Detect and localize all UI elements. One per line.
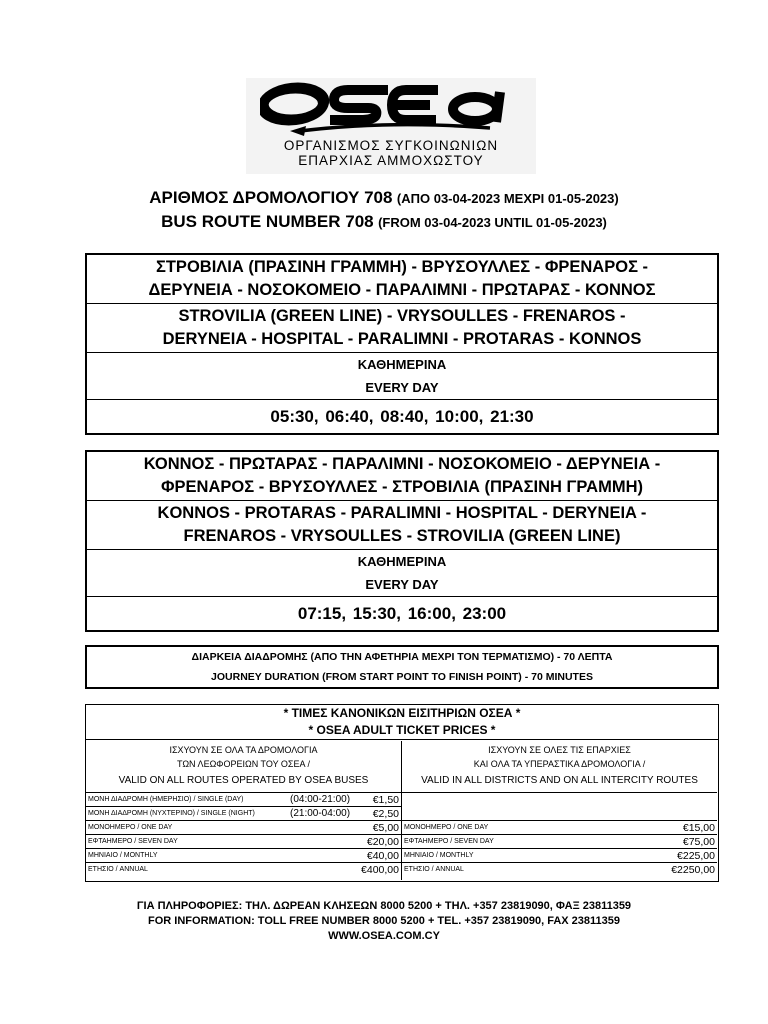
- price-row: [402, 849, 717, 863]
- price-row: [86, 863, 401, 877]
- day-english: EVERY DAY: [365, 380, 439, 395]
- route-greek-line-2: ΔΕΡΥΝΕΙΑ - ΝΟΣΟΚΟΜΕΙΟ - ΠΑΡΑΛΙΜΝΙ - ΠΡΩΤΑΡΑΣ - ΚΟΝΝΟΣ: [148, 281, 656, 299]
- price-label: ΜΟΝΟΗΜΕΡΟ / ONE DAY: [88, 824, 173, 831]
- logo-line-1: ΟΡΓΑΝΙΣΜΟΣ ΣΥΓΚΟΙΝΩΝΙΩΝ: [283, 138, 499, 153]
- route-greek-line-2: ΦΡΕΝΑΡΟΣ - ΒΡΥΣΟΥΛΛΕΣ - ΣΤΡΟΒΙΛΙΑ (ΠΡΑΣΙΝΗ ΓΡΑΜΜΗ): [160, 478, 643, 496]
- price-value: €1,50: [372, 794, 399, 806]
- price-row: [402, 835, 717, 849]
- route-greek-line-1: ΚΟΝΝΟΣ - ΠΡΩΤΑΡΑΣ - ΠΑΡΑΛΙΜΝΙ - ΝΟΣΟΚΟΜΕΙΟ - ΔΕΡΥΝΕΙΑ -: [143, 455, 661, 473]
- info-english: FOR INFORMATION: TOLL FREE NUMBER 8000 5200 + TEL. +357 23819090, FAX 23811359: [148, 915, 620, 927]
- blank-cell: [402, 793, 717, 821]
- price-row: [86, 793, 401, 807]
- price-label: ΜΗΝΙΑΙΟ / MONTHLY: [404, 852, 474, 859]
- price-value: €15,00: [682, 822, 715, 834]
- duration-greek: ΔΙΑΡΚΕΙΑ ΔΙΑΔΡΟΜΗΣ (ΑΠΟ ΤΗΝ ΑΦΕΤΗΡΙΑ ΜΕΧΡΙ ΤΟΝ ΤΕΡΜΑΤΙΣΜΟ) - 70 ΛΕΠΤΑ: [191, 651, 613, 663]
- desc-greek-1: ΙΣΧΥΟΥΝ ΣΕ ΟΛΕΣ ΤΙΣ ΕΠΑΡΧΙΕΣ: [488, 745, 631, 755]
- price-label: ΕΦΤΑΗΜΕΡΟ / SEVEN DAY: [88, 838, 178, 845]
- price-value: €400,00: [361, 864, 399, 876]
- departure-times: 05:30, 06:40, 08:40, 10:00, 21:30: [270, 407, 534, 426]
- website-link[interactable]: WWW.OSEA.COM.CY: [328, 930, 440, 942]
- ticket-prices-title: [86, 705, 718, 740]
- journey-duration-box: [85, 645, 719, 689]
- desc-greek-1: ΙΣΧΥΟΥΝ ΣΕ ΟΛΑ ΤΑ ΔΡΟΜΟΛΟΓΙΑ: [169, 745, 318, 755]
- price-row: [86, 807, 401, 821]
- price-row: [86, 849, 401, 863]
- price-label: ΕΦΤΑΗΜΕΡΟ / SEVEN DAY: [404, 838, 494, 845]
- price-value: €75,00: [682, 836, 715, 848]
- osea-routes-description: [86, 741, 401, 793]
- greek-route-dates: (ΑΠΟ 03-04-2023 ΜΕΧΡΙ 01-05-2023): [396, 191, 619, 206]
- route-greek-line-1: ΣΤΡΟΒΙΛΙΑ (ΠΡΑΣΙΝΗ ΓΡΑΜΜΗ) - ΒΡΥΣΟΥΛΛΕΣ - ΦΡΕΝΑΡΟΣ -: [155, 258, 649, 276]
- price-value: €40,00: [366, 850, 399, 862]
- price-hours: (04:00-21:00): [290, 794, 351, 805]
- ticket-title-english: * OSEA ADULT TICKET PRICES *: [308, 723, 496, 737]
- greek-route-heading: [0, 188, 768, 208]
- route-english-line-2: FRENAROS - VRYSOULLES - STROVILIA (GREEN LINE): [183, 527, 621, 545]
- logo-line-2: ΕΠΑΡΧΙΑΣ ΑΜΜΟΧΩΣΤΟΥ: [298, 153, 484, 168]
- price-value: €225,00: [677, 850, 715, 862]
- desc-greek-2: ΤΩΝ ΛΕΩΦΟΡΕΙΩΝ ΤΟΥ ΟΣΕΑ /: [176, 759, 311, 769]
- osea-routes-prices: [86, 741, 402, 880]
- price-row: [402, 863, 717, 877]
- price-label: ΜΗΝΙΑΙΟ / MONTHLY: [88, 852, 158, 859]
- osea-logo-icon: [260, 82, 522, 138]
- route-english: [87, 304, 717, 353]
- ticket-title-greek: * ΤΙΜΕΣ ΚΑΝΟΝΙΚΩΝ ΕΙΣΙΤΗΡΙΩΝ ΟΣΕΑ *: [283, 706, 521, 720]
- osea-logo: [246, 78, 536, 174]
- schedule-days: [87, 353, 717, 400]
- price-label: ΕΤΗΣΙΟ / ANNUAL: [88, 866, 148, 873]
- route-english-line-1: KONNOS - PROTARAS - PARALIMNI - HOSPITAL - DERYNEIA -: [157, 504, 647, 522]
- price-label: ΕΤΗΣΙΟ / ANNUAL: [404, 866, 464, 873]
- day-english: EVERY DAY: [365, 577, 439, 592]
- info-greek: ΓΙΑ ΠΛΗΡΟΦΟΡΙΕΣ: ΤΗΛ. ΔΩΡΕΑΝ ΚΛΗΣΕΩΝ 8000 5200 + ΤΗΛ. +357 23819090, ΦΑΞ 23811359: [136, 900, 632, 912]
- departure-times: 07:15, 15:30, 16:00, 23:00: [297, 604, 507, 623]
- schedule-days: [87, 550, 717, 597]
- route-english: [87, 501, 717, 550]
- route-greek: [87, 452, 717, 501]
- english-route-heading: [0, 212, 768, 232]
- route-box-outbound: [85, 253, 719, 435]
- price-row: [402, 821, 717, 835]
- price-value: €2250,00: [671, 864, 715, 876]
- intercity-prices: [402, 741, 717, 880]
- price-label: ΜΟΝΗ ΔΙΑΔΡΟΜΗ (ΝΥΧΤΕΡΙΝΟ) / SINGLE (NIGHT): [88, 810, 255, 817]
- price-value: €2,50: [372, 808, 399, 820]
- price-label: ΜΟΝΟΗΜΕΡΟ / ONE DAY: [404, 824, 489, 831]
- price-hours: (21:00-04:00): [290, 808, 351, 819]
- desc-english: VALID ON ALL ROUTES OPERATED BY OSEA BUSES: [118, 775, 369, 786]
- price-row: [86, 821, 401, 835]
- route-greek: [87, 255, 717, 304]
- intercity-description: [402, 741, 717, 793]
- route-english-line-2: DERYNEIA - HOSPITAL - PARALIMNI - PROTARAS - KONNOS: [162, 330, 642, 348]
- route-box-return: [85, 450, 719, 632]
- ticket-prices-box: [85, 704, 719, 882]
- greek-route-title: ΑΡΙΘΜΟΣ ΔΡΟΜΟΛΟΓΙΟΥ 708: [149, 188, 393, 207]
- day-greek: ΚΑΘΗΜΕΡΙΝΑ: [357, 357, 447, 372]
- price-value: €20,00: [366, 836, 399, 848]
- price-value: €5,00: [372, 822, 399, 834]
- price-row: [86, 835, 401, 849]
- desc-greek-2: ΚΑΙ ΟΛΑ ΤΑ ΥΠΕΡΑΣΤΙΚΑ ΔΡΟΜΟΛΟΓΙΑ /: [473, 759, 646, 769]
- day-greek: ΚΑΘΗΜΕΡΙΝΑ: [357, 554, 447, 569]
- price-label: ΜΟΝΗ ΔΙΑΔΡΟΜΗ (ΗΜΕΡΗΣΙΟ) / SINGLE (DAY): [88, 796, 244, 803]
- route-english-line-1: STROVILIA (GREEN LINE) - VRYSOULLES - FRENAROS -: [178, 307, 626, 325]
- english-route-title: BUS ROUTE NUMBER 708: [161, 212, 374, 231]
- duration-english: JOURNEY DURATION (FROM START POINT TO FINISH POINT) - 70 MINUTES: [211, 671, 593, 683]
- desc-english: VALID IN ALL DISTRICTS AND ON ALL INTERCITY ROUTES: [421, 775, 698, 786]
- english-route-dates: (FROM 03-04-2023 UNTIL 01-05-2023): [378, 215, 607, 230]
